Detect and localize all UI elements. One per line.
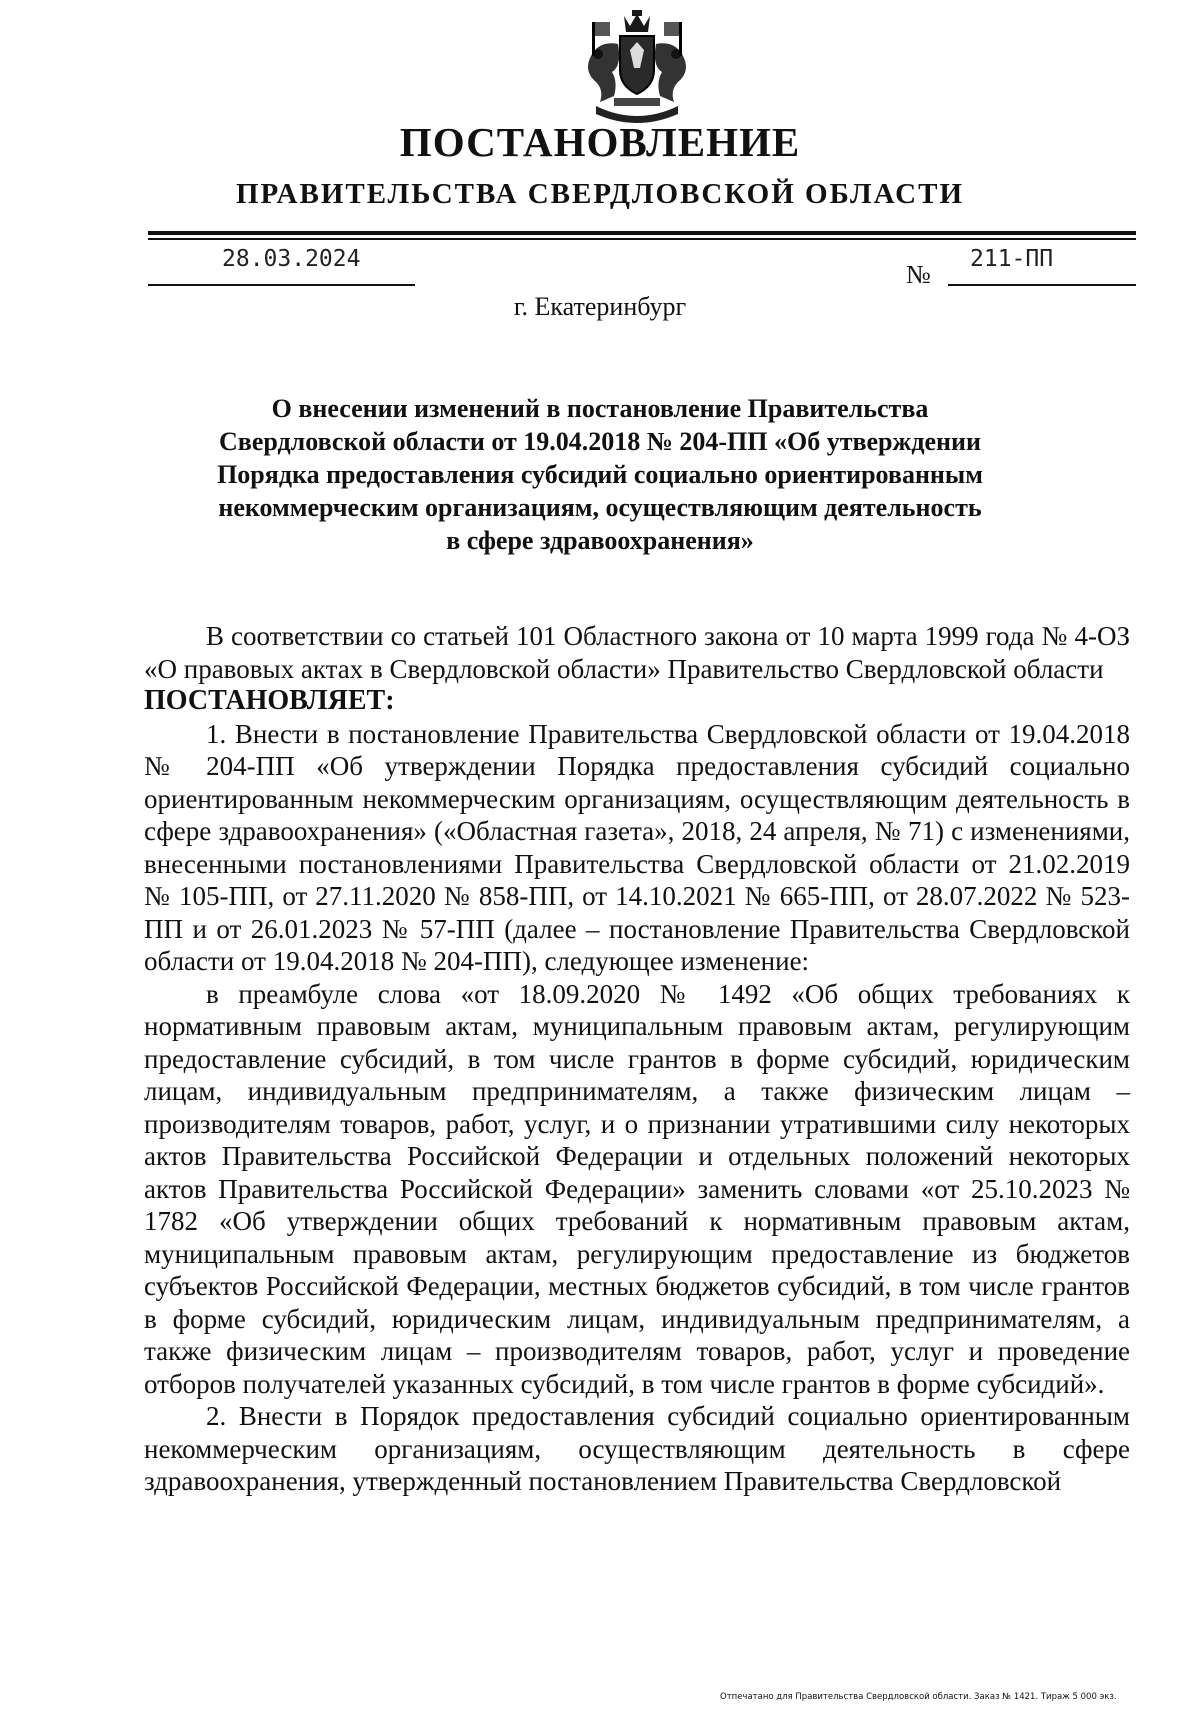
decree-date: 28.03.2024 — [222, 246, 361, 272]
item-1-paragraph: 1. Внести в постановление Правительства Свердловской области от 19.04.2018 № 204-ПП «Об утверждении Порядка предоставления субсидий социально ориентированным некоммерческим организациям, осуществляющим деятельность в сфере здравоохранения» («Областная газета», 2018, 24 апреля, № 71) с изменениями, внесенными постановлениями Правительства Свердловской области от 21.02.2019 № 105-ПП, от 27.11.2020 № 858-ПП, от 14.10.2021 № 665-ПП, от 28.07.2022 № 523-ПП и от 26.01.2023 № 57-ПП (далее – постановление Правительства Свердловской области от 19.04.2018 № 204-ПП), следующее изменение: — [144, 718, 1130, 976]
document-subtitle: ПРАВИТЕЛЬСТВА СВЕРДЛОВСКОЙ ОБЛАСТИ — [235, 178, 965, 210]
number-underline — [948, 284, 1136, 286]
decree-body — [144, 620, 1130, 1498]
decree-number: 211-ПП — [970, 246, 1054, 272]
resolves-label: ПОСТАНОВЛЯЕТ: — [144, 685, 395, 716]
print-footer-note: Отпечатано для Правительства Свердловской области. Заказ № 1421. Тираж 5 000 экз. — [720, 1692, 1117, 1702]
number-sign: № — [906, 260, 931, 289]
item-1-change-paragraph: в преамбуле слова «от 18.09.2020 № 1492 «Об общих требованиях к нормативным правовым актам, муниципальным правовым актам, регулирующим предоставление субсидий, в том числе грантов в форме субсидий, юридическим лицам, индивидуальным предпринимателям, а также физическим лицам – производителям товаров, работ, услуг, и о признании утратившими силу некоторых актов Правительства Российской Федерации и отдельных положений некоторых актов Правительства Российской Федерации» заменить словами «от 25.10.2023 № 1782 «Об утверждении общих требований к нормативным правовым актам, муниципальным правовым актам, регулирующим предоставление из бюджетов субъектов Российской Федерации, местных бюджетов субсидий, в том числе грантов в форме субсидий, юридическим лицам, индивидуальным предпринимателям, а также физическим лицам – производителям товаров, работ, услуг и проведение отборов получателей указанных субсидий, в том числе грантов в форме субсидий». — [144, 978, 1130, 1399]
date-underline — [148, 284, 415, 286]
heading-line: в сфере здравоохранения» — [446, 526, 754, 555]
heading-line: некоммерческим организациям, осуществляющим деятельность — [218, 493, 982, 522]
heading-line: Порядка предоставления субсидий социально ориентированным — [217, 460, 983, 489]
item-2-paragraph: 2. Внести в Порядок предоставления субсидий социально ориентированным некоммерческим организациям, осуществляющим деятельность в сфере здравоохранения, утвержденный постановлением Правительства Свердловской — [144, 1401, 1130, 1496]
issue-city: г. Екатеринбург — [513, 292, 687, 321]
decree-heading — [180, 392, 1020, 557]
header-rule-thin — [148, 238, 1136, 240]
preamble-paragraph: В соответствии со статьей 101 Областного закона от 10 марта 1999 года № 4-ОЗ «О правовых актах в Свердловской области» Правительство Свердловской области — [144, 621, 1130, 684]
heading-line: О внесении изменений в постановление Правительства — [271, 394, 929, 423]
coat-of-arms-emblem — [574, 10, 700, 132]
document-title: ПОСТАНОВЛЕНИЕ — [399, 119, 801, 165]
heading-line: Свердловской области от 19.04.2018 № 204-ПП «Об утверждении — [219, 427, 981, 456]
header-rule-thick — [148, 231, 1136, 235]
